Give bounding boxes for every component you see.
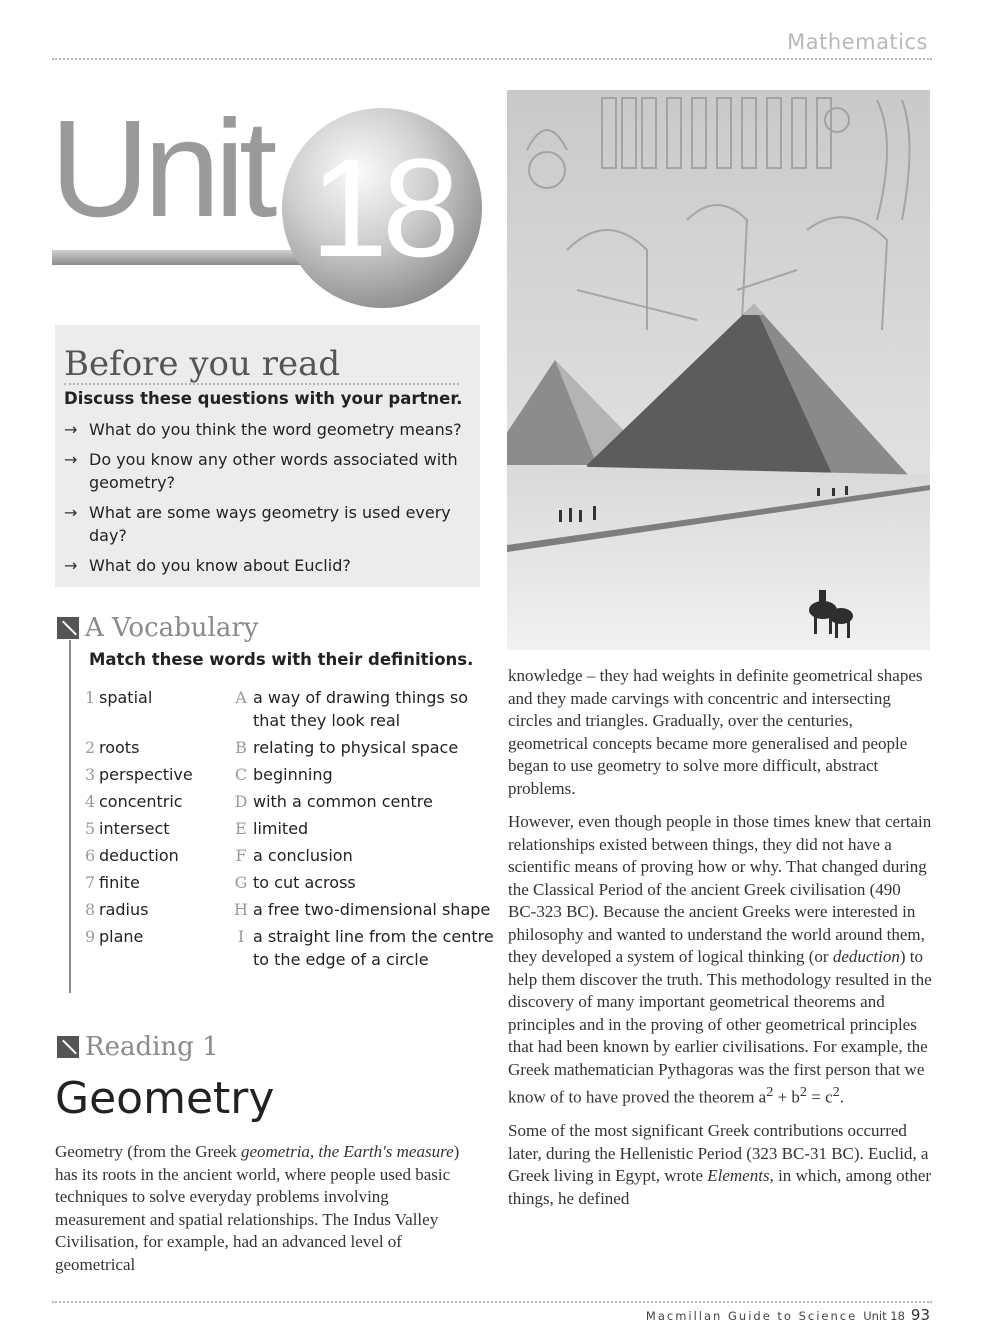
before-you-read-title: Before you read — [64, 344, 341, 384]
vocab-number: 7 — [85, 873, 96, 892]
reading-paragraph-4 — [508, 1120, 932, 1210]
vocab-number: 2 — [85, 738, 96, 757]
table-row — [85, 763, 503, 790]
vocab-number: 6 — [85, 846, 96, 865]
text-run: ) to help them discover the truth. This methodology resulted in the discovery of many important geometrical theorems and principles and in the proving of other geometrical principles that had been known by earlier civilisations. For example, the Greek mathematician Pythagoras was the first person that we know of to have proved the theorem a — [508, 947, 932, 1107]
vocab-word: spatial — [99, 688, 153, 707]
text-run: Some of the most significant Greek contributions occurred later, during the Hellenistic Period (323 BC-31 BC). Euclid, a Greek living in Egypt, wrote — [508, 1121, 929, 1186]
list-item — [64, 554, 484, 577]
text-run: = c — [806, 1087, 833, 1107]
reading-section-label: Reading 1 — [85, 1032, 219, 1062]
vocab-number: 4 — [85, 792, 96, 811]
table-row — [85, 925, 503, 975]
list-item — [64, 448, 484, 494]
vocab-definition: limited — [253, 819, 309, 838]
question-list — [64, 418, 484, 584]
vocab-number: 8 — [85, 900, 96, 919]
table-row — [85, 817, 503, 844]
footer-divider — [52, 1301, 932, 1303]
vocabulary-table — [85, 686, 503, 975]
vocab-definition: a free two-dimensional shape — [253, 900, 491, 919]
reading-right-column — [508, 665, 932, 1221]
superscript: 2 — [832, 1084, 840, 1100]
reading-paragraph-3 — [508, 811, 932, 1109]
vocab-letter: A — [235, 688, 247, 707]
vocab-letter: D — [234, 792, 248, 811]
superscript: 2 — [799, 1084, 807, 1100]
section-marker-icon — [57, 1036, 79, 1058]
vocab-letter: G — [234, 873, 248, 892]
vocab-word: radius — [99, 900, 149, 919]
vocab-number: 1 — [85, 688, 96, 707]
reading-paragraph-1 — [55, 1141, 480, 1276]
reading-title: Geometry — [55, 1073, 275, 1124]
table-row — [85, 736, 503, 763]
before-you-read-instruction: Discuss these questions with your partner. — [64, 389, 463, 408]
reading-heading — [57, 1032, 219, 1062]
italic-run: geometria, the Earth's measure — [240, 1142, 454, 1161]
table-row — [85, 790, 503, 817]
vocab-word: plane — [99, 927, 144, 946]
italic-run: Elements — [707, 1166, 770, 1186]
text-run: . — [839, 1087, 844, 1107]
table-row — [85, 686, 503, 736]
text-run: + b — [773, 1087, 800, 1107]
arrow-right-icon: → — [64, 503, 78, 522]
vocab-definition: to cut across — [253, 873, 356, 892]
reading-paragraph-2: knowledge – they had weights in definite geometrical shapes and they made carvings with concentric and intersecting circles and triangles. Gradually, over the centuries, geometrical concepts became more generalised and people began to use geometry to solve more difficult, abstract problems. — [508, 666, 923, 798]
header-divider — [52, 58, 932, 60]
arrow-right-icon: → — [64, 450, 78, 469]
vocab-definition: a way of drawing things so that they look real — [253, 688, 468, 730]
text-run: ) has its roots in the ancient world, where people used basic techniques to solve everyday problems involving measurement and spatial relationships. The Indus Valley Civilisation, for example, had an advanced level of geometrical — [55, 1142, 460, 1274]
vocabulary-instruction: Match these words with their definitions. — [89, 650, 474, 669]
unit-word: Unit — [50, 92, 272, 246]
table-row — [85, 898, 503, 925]
arrow-right-icon: → — [64, 556, 78, 575]
vocab-letter: F — [235, 846, 247, 865]
unit-number: 18 — [310, 129, 454, 286]
vocab-definition: a straight line from the centre to the edge of a circle — [253, 927, 494, 969]
vocabulary-side-bar — [69, 640, 71, 993]
vocab-number: 5 — [85, 819, 96, 838]
vocab-letter: C — [234, 765, 248, 784]
footer — [646, 1306, 930, 1324]
vocab-number: 3 — [85, 765, 96, 784]
vocab-word: finite — [99, 873, 140, 892]
text-run: However, even though people in those times knew that certain relationships existed between things, they did not have a scientific means of proving how or why. That changed during the Classical Period of the ancient Greek civilisation (490 BC-323 BC). Because the ancient Greeks were interested in philosophy and wanted to understand the world around them, they developed a system of logical thinking (or — [508, 812, 932, 966]
pyramids-photo — [507, 90, 930, 650]
list-item — [64, 418, 484, 441]
vocab-word: perspective — [99, 765, 193, 784]
page-number: 93 — [910, 1306, 930, 1324]
vocab-word: roots — [99, 738, 140, 757]
before-you-read-divider — [64, 383, 459, 385]
question-text: What do you think the word geometry means? — [89, 420, 462, 439]
italic-run: deduction — [832, 947, 900, 966]
section-marker-icon — [57, 617, 79, 639]
vocab-letter: E — [235, 819, 247, 838]
vocab-word: intersect — [99, 819, 170, 838]
vocabulary-heading — [57, 613, 258, 643]
vocab-definition: beginning — [253, 765, 333, 784]
vocab-word: deduction — [99, 846, 179, 865]
footer-book-title: Macmillan Guide to Science — [645, 1309, 858, 1323]
text-run: Geometry (from the Greek — [55, 1142, 241, 1161]
vocab-letter: I — [237, 927, 245, 946]
question-text: Do you know any other words associated with geometry? — [89, 450, 458, 492]
vocab-number: 9 — [85, 927, 96, 946]
vocabulary-title: A Vocabulary — [85, 613, 259, 643]
vocab-letter: B — [235, 738, 247, 757]
subject-header: Mathematics — [787, 30, 928, 54]
table-row — [85, 844, 503, 871]
vocab-definition: relating to physical space — [253, 738, 459, 757]
text-run: , in which, among other things, he defined — [508, 1166, 932, 1208]
question-text: What do you know about Euclid? — [89, 556, 351, 575]
vocab-letter: H — [234, 900, 248, 919]
vocab-word: concentric — [99, 792, 183, 811]
arrow-right-icon: → — [64, 420, 78, 439]
vocab-definition: a conclusion — [253, 846, 353, 865]
table-row — [85, 871, 503, 898]
footer-unit: Unit 18 — [863, 1309, 905, 1323]
superscript: 2 — [766, 1084, 774, 1100]
list-item — [64, 501, 484, 547]
vocab-definition: with a common centre — [253, 792, 433, 811]
question-text: What are some ways geometry is used every day? — [89, 503, 451, 545]
